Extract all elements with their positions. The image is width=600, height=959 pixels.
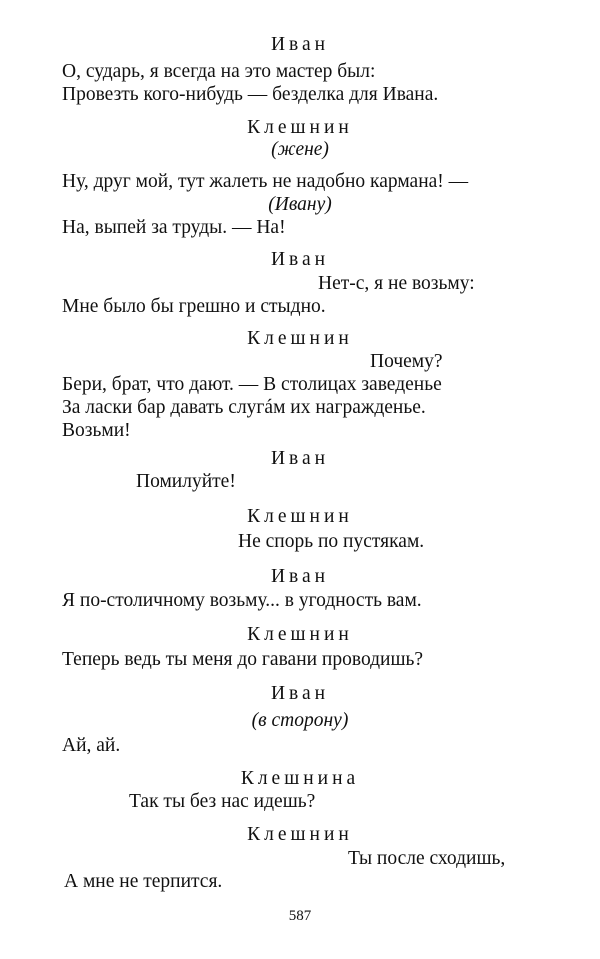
speaker-name: Клешнин xyxy=(247,328,353,349)
speaker-name: Клешнина xyxy=(240,768,360,789)
speaker-name: Иван xyxy=(270,249,330,270)
verse-line: Не спорь по пустякам. xyxy=(238,531,425,552)
stage-direction: (Ивану) xyxy=(268,194,332,215)
verse-line: Ну, друг мой, тут жалеть не надобно кармана! — xyxy=(62,171,469,192)
speaker-name: Иван xyxy=(270,566,330,587)
speaker-name: Иван xyxy=(270,448,330,469)
verse-line: На, выпей за труды. — На! xyxy=(62,217,286,238)
verse-line: За ласки бар давать слугáм их награжденье. xyxy=(62,397,426,418)
verse-line: Нет-с, я не возьму: xyxy=(318,273,475,294)
verse-line: Возьми! xyxy=(62,420,131,441)
speaker-name: Клешнин xyxy=(247,506,353,527)
speaker-name: Клешнин xyxy=(247,824,353,845)
verse-line: Мне было бы грешно и стыдно. xyxy=(62,296,326,317)
page-number: 587 xyxy=(288,908,312,924)
speaker-name: Иван xyxy=(270,34,330,55)
speaker-name: Клешнин xyxy=(247,624,353,645)
verse-line: О, сударь, я всегда на это мастер был: xyxy=(62,61,376,82)
verse-line: Провезть кого-нибудь — безделка для Ивана. xyxy=(62,84,439,105)
verse-line: Бери, брат, что дают. — В столицах заведенье xyxy=(62,374,442,395)
stage-direction: (жене) xyxy=(271,139,329,160)
stage-direction: (в сторону) xyxy=(251,710,349,731)
verse-line: Ай, ай. xyxy=(62,735,121,756)
verse-line: Так ты без нас идешь? xyxy=(129,791,316,812)
verse-line: Почему? xyxy=(370,351,443,372)
verse-line: Теперь ведь ты меня до гавани проводишь? xyxy=(62,649,424,670)
verse-line: Я по-столичному возьму... в угодность вам. xyxy=(62,590,422,611)
verse-line: Помилуйте! xyxy=(136,471,236,492)
speaker-name: Клешнин xyxy=(247,117,353,138)
speaker-name: Иван xyxy=(270,683,330,704)
verse-line: Ты после сходишь, xyxy=(348,848,506,869)
verse-line: А мне не терпится. xyxy=(64,871,223,892)
